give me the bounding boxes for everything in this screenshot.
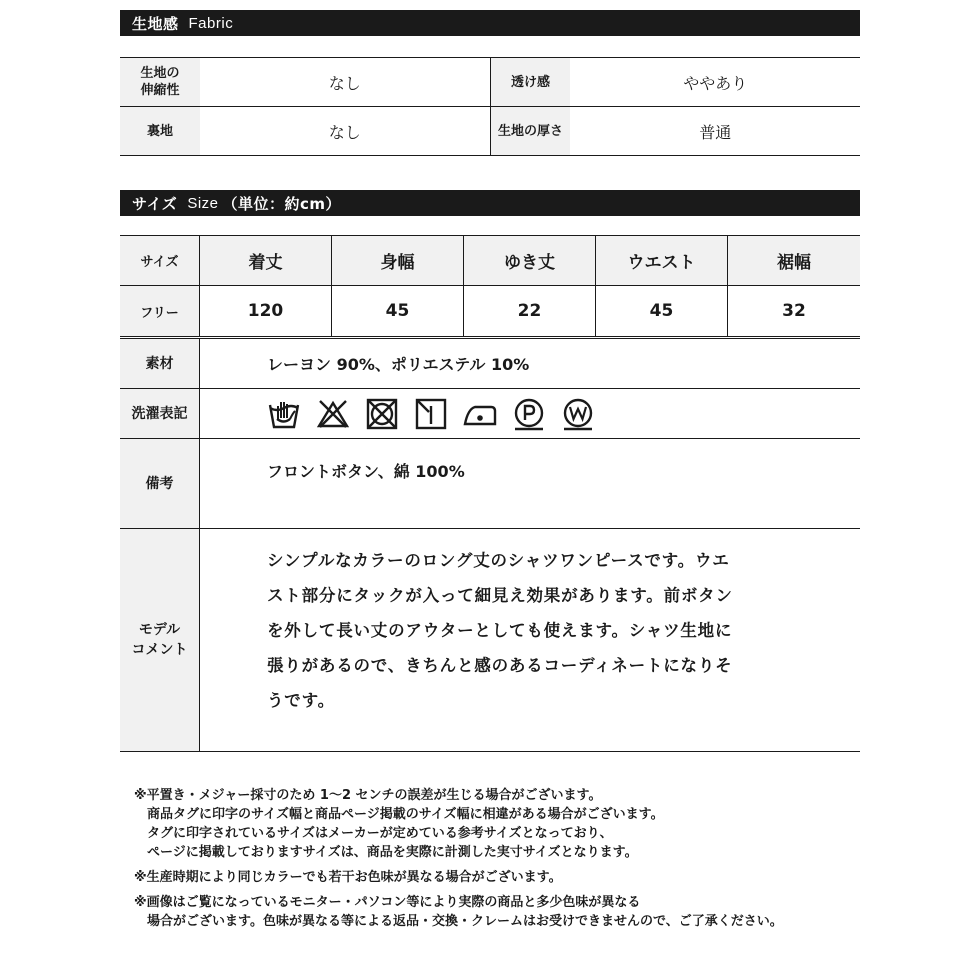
fabric-value-lining: なし <box>200 107 491 155</box>
care-row <box>120 389 860 439</box>
material-row <box>120 339 860 389</box>
size-section-unit: （単位：約cm） <box>222 194 342 213</box>
fabric-section-header <box>120 10 860 36</box>
fabric-value-sheerness: ややあり <box>683 73 748 93</box>
size-column-header: 身幅 <box>332 236 464 285</box>
size-section-header <box>120 190 860 216</box>
fabric-value-stretch: なし <box>200 58 491 106</box>
care-icons <box>200 389 860 438</box>
fabric-section-title: 生地感 <box>132 14 179 33</box>
hand-wash-icon <box>267 397 301 431</box>
fabric-row <box>120 107 860 156</box>
remarks-row <box>120 439 860 529</box>
remarks-value: フロントボタン、綿 100% <box>267 462 465 481</box>
model-comment-body <box>200 529 860 751</box>
line-dry-icon <box>414 397 448 431</box>
note-monitor-color: ※画像はご覧になっているモニター・パソコン等により実際の商品と多少色味が異なる 場合がございます。色味が異なる等による返品・交換・クレームはお受けできませんので、ご了承ください。 <box>134 895 783 929</box>
fabric-row <box>120 58 860 107</box>
iron-low-icon <box>463 397 497 431</box>
fabric-label-sheerness: 透け感 <box>491 58 571 106</box>
no-bleach-icon <box>316 397 350 431</box>
fabric-label-thickness: 生地の厚さ <box>491 107 571 155</box>
model-comment-text: シンプルなカラーのロング丈のシャツワンピースです。ウエ スト部分にタックが入って細見え効果があります。前ボタン を外して長い丈のアウターとしても使えます。シャツ生地に 張りがあるので、きちんと感のあるコーディネートになりそ うです。 <box>267 551 733 710</box>
fabric-table <box>120 57 860 156</box>
size-column-header: 裾幅 <box>728 236 860 285</box>
model-comment-row <box>120 529 860 752</box>
no-tumble-dry-icon <box>365 397 399 431</box>
material-value: レーヨン 90%、ポリエステル 10% <box>267 355 530 374</box>
size-column-header: ウエスト <box>596 236 728 285</box>
notes <box>134 786 783 931</box>
size-row-label: フリー <box>120 286 200 336</box>
fabric-label-lining: 裏地 <box>120 107 200 155</box>
size-value-row <box>120 286 860 339</box>
size-section-subtitle: Size <box>187 194 219 212</box>
model-comment-label: モデル コメント <box>120 529 200 751</box>
note-color-variation: ※生産時期により同じカラーでも若干お色味が異なる場合がございます。 <box>134 870 562 885</box>
size-value: 32 <box>782 301 806 321</box>
size-value: 45 <box>332 286 464 336</box>
note-measurement: ※平置き・メジャー採寸のため 1〜2 センチの誤差が生じる場合がございます。 商品タグに印字のサイズ幅と商品ページ掲載のサイズ幅に相違がある場合がございます。 タグに印字されているサイズはメーカーが定めている参考サイズとなっており、 ページに掲載しておりますサイズは、商品を実際に計測した実寸サイズとなります。 <box>134 788 664 860</box>
size-column-header: ゆき丈 <box>464 236 596 285</box>
size-value: 22 <box>464 286 596 336</box>
dry-clean-p-icon <box>512 397 546 431</box>
size-section-title: サイズ <box>132 194 178 213</box>
size-value: 45 <box>596 286 728 336</box>
size-table <box>120 235 860 339</box>
size-header-row <box>120 236 860 286</box>
remarks-label: 備考 <box>120 439 200 528</box>
fabric-section-subtitle: Fabric <box>188 14 234 32</box>
fabric-label-stretch: 生地の 伸縮性 <box>120 58 200 106</box>
size-value: 120 <box>200 286 332 336</box>
material-label: 素材 <box>120 339 200 388</box>
wet-clean-w-icon <box>561 397 595 431</box>
fabric-value-thickness: 普通 <box>699 122 732 142</box>
size-header-label: サイズ <box>120 236 200 285</box>
care-label: 洗濯表記 <box>120 389 200 438</box>
size-column-header: 着丈 <box>200 236 332 285</box>
